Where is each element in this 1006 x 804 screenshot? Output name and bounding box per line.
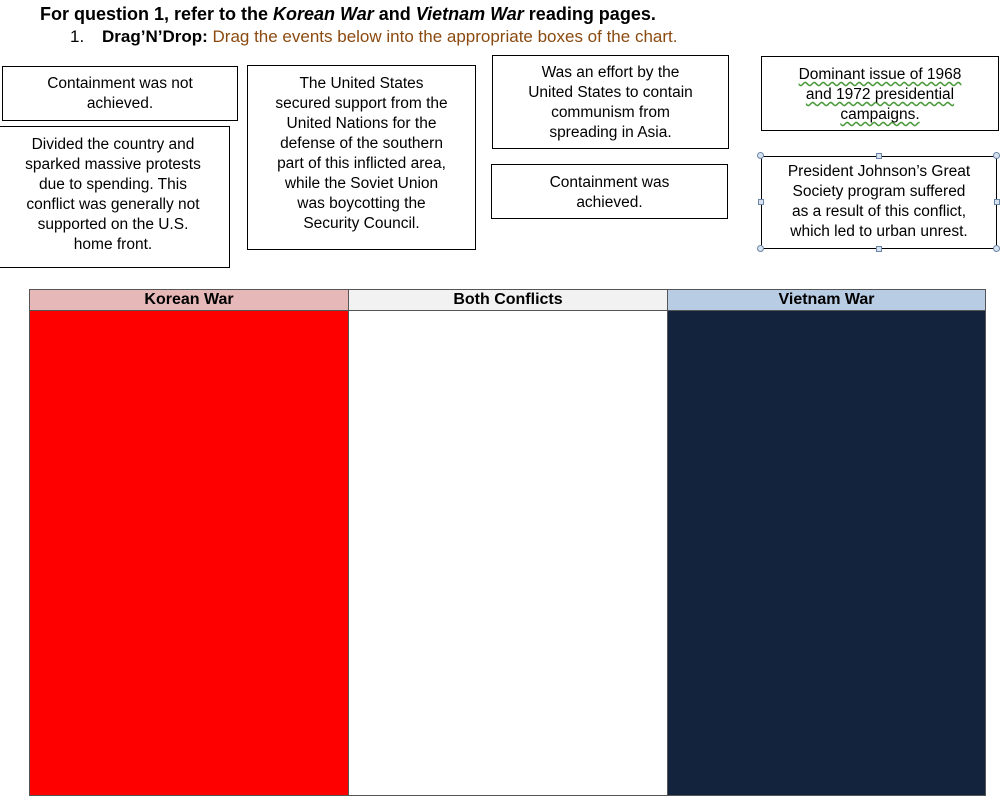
- card-line: which led to urban unrest.: [790, 223, 968, 240]
- card-line: communism from: [551, 104, 670, 121]
- event-card-divided-country[interactable]: [0, 126, 230, 268]
- card-line: achieved.: [576, 194, 643, 211]
- card-line: campaigns.: [840, 106, 920, 123]
- card-line: as a result of this conflict,: [791, 203, 967, 220]
- card-line: conflict was generally not: [26, 196, 200, 213]
- card-line: while the Soviet Union: [284, 175, 439, 192]
- instruction-number: 1.: [70, 27, 85, 46]
- card-line: Containment was: [549, 174, 670, 191]
- card-line: defense of the southern: [280, 135, 443, 152]
- heading-prefix: For question 1, refer to the: [40, 4, 274, 24]
- card-line: Containment was not: [47, 75, 193, 92]
- heading-korean: Korean War: [273, 4, 374, 24]
- card-line: Divided the country and: [31, 136, 195, 153]
- card-line: spreading in Asia.: [549, 124, 672, 141]
- column-vietnam-war: [667, 290, 985, 795]
- card-line: part of this inflicted area,: [277, 155, 446, 172]
- event-card-great-society[interactable]: [761, 156, 997, 249]
- event-card-containment-achieved[interactable]: [491, 164, 728, 219]
- resize-handle-left[interactable]: [758, 199, 764, 205]
- heading-and: and: [373, 4, 416, 24]
- event-card-dominant-issue[interactable]: [761, 56, 999, 131]
- card-line: home front.: [73, 236, 153, 253]
- sorting-chart: [29, 289, 986, 796]
- card-line: supported on the U.S.: [37, 216, 189, 233]
- resize-handle-bottom[interactable]: [876, 246, 882, 252]
- instruction-text: Drag the events below into the appropriate boxes of the chart.: [207, 27, 678, 46]
- event-card-contain-communism[interactable]: [492, 55, 729, 149]
- card-line: secured support from the: [275, 95, 448, 112]
- question-heading: [40, 4, 656, 25]
- card-line: sparked massive protests: [25, 156, 201, 173]
- heading-vietnam: Vietnam War: [415, 4, 524, 24]
- card-line: Society program suffered: [792, 183, 966, 200]
- event-card-un-support[interactable]: [247, 65, 476, 250]
- card-line: Was an effort by the: [541, 64, 680, 81]
- drop-zone-vietnam-war[interactable]: [668, 311, 985, 795]
- card-line: United Nations for the: [286, 115, 437, 132]
- column-both-conflicts: [348, 290, 667, 795]
- resize-handle-right[interactable]: [994, 199, 1000, 205]
- resize-handle-bottom-left[interactable]: [757, 245, 764, 252]
- column-header-vietnam-war: Vietnam War: [668, 290, 985, 311]
- drop-zone-korean-war[interactable]: [30, 311, 348, 795]
- resize-handle-top[interactable]: [876, 153, 882, 159]
- instruction-line: [70, 27, 677, 47]
- resize-handle-top-left[interactable]: [757, 152, 764, 159]
- column-header-both-conflicts: Both Conflicts: [349, 290, 667, 311]
- drop-zone-both-conflicts[interactable]: [349, 311, 667, 795]
- card-line: The United States: [299, 75, 424, 92]
- heading-suffix: reading pages.: [523, 4, 656, 24]
- event-card-containment-not-achieved[interactable]: [2, 66, 238, 121]
- card-line: President Johnson’s Great: [787, 163, 971, 180]
- card-line: United States to contain: [528, 84, 693, 101]
- instruction-label: Drag’N’Drop:: [102, 27, 208, 46]
- resize-handle-top-right[interactable]: [993, 152, 1000, 159]
- column-header-korean-war: Korean War: [30, 290, 348, 311]
- column-korean-war: [30, 290, 348, 795]
- card-line: due to spending. This: [39, 176, 187, 193]
- card-line: was boycotting the: [297, 195, 426, 212]
- card-line: and 1972 presidential: [805, 86, 955, 103]
- card-line: Dominant issue of 1968: [798, 66, 962, 83]
- resize-handle-bottom-right[interactable]: [993, 245, 1000, 252]
- card-line: achieved.: [86, 95, 154, 112]
- card-line: Security Council.: [303, 215, 420, 232]
